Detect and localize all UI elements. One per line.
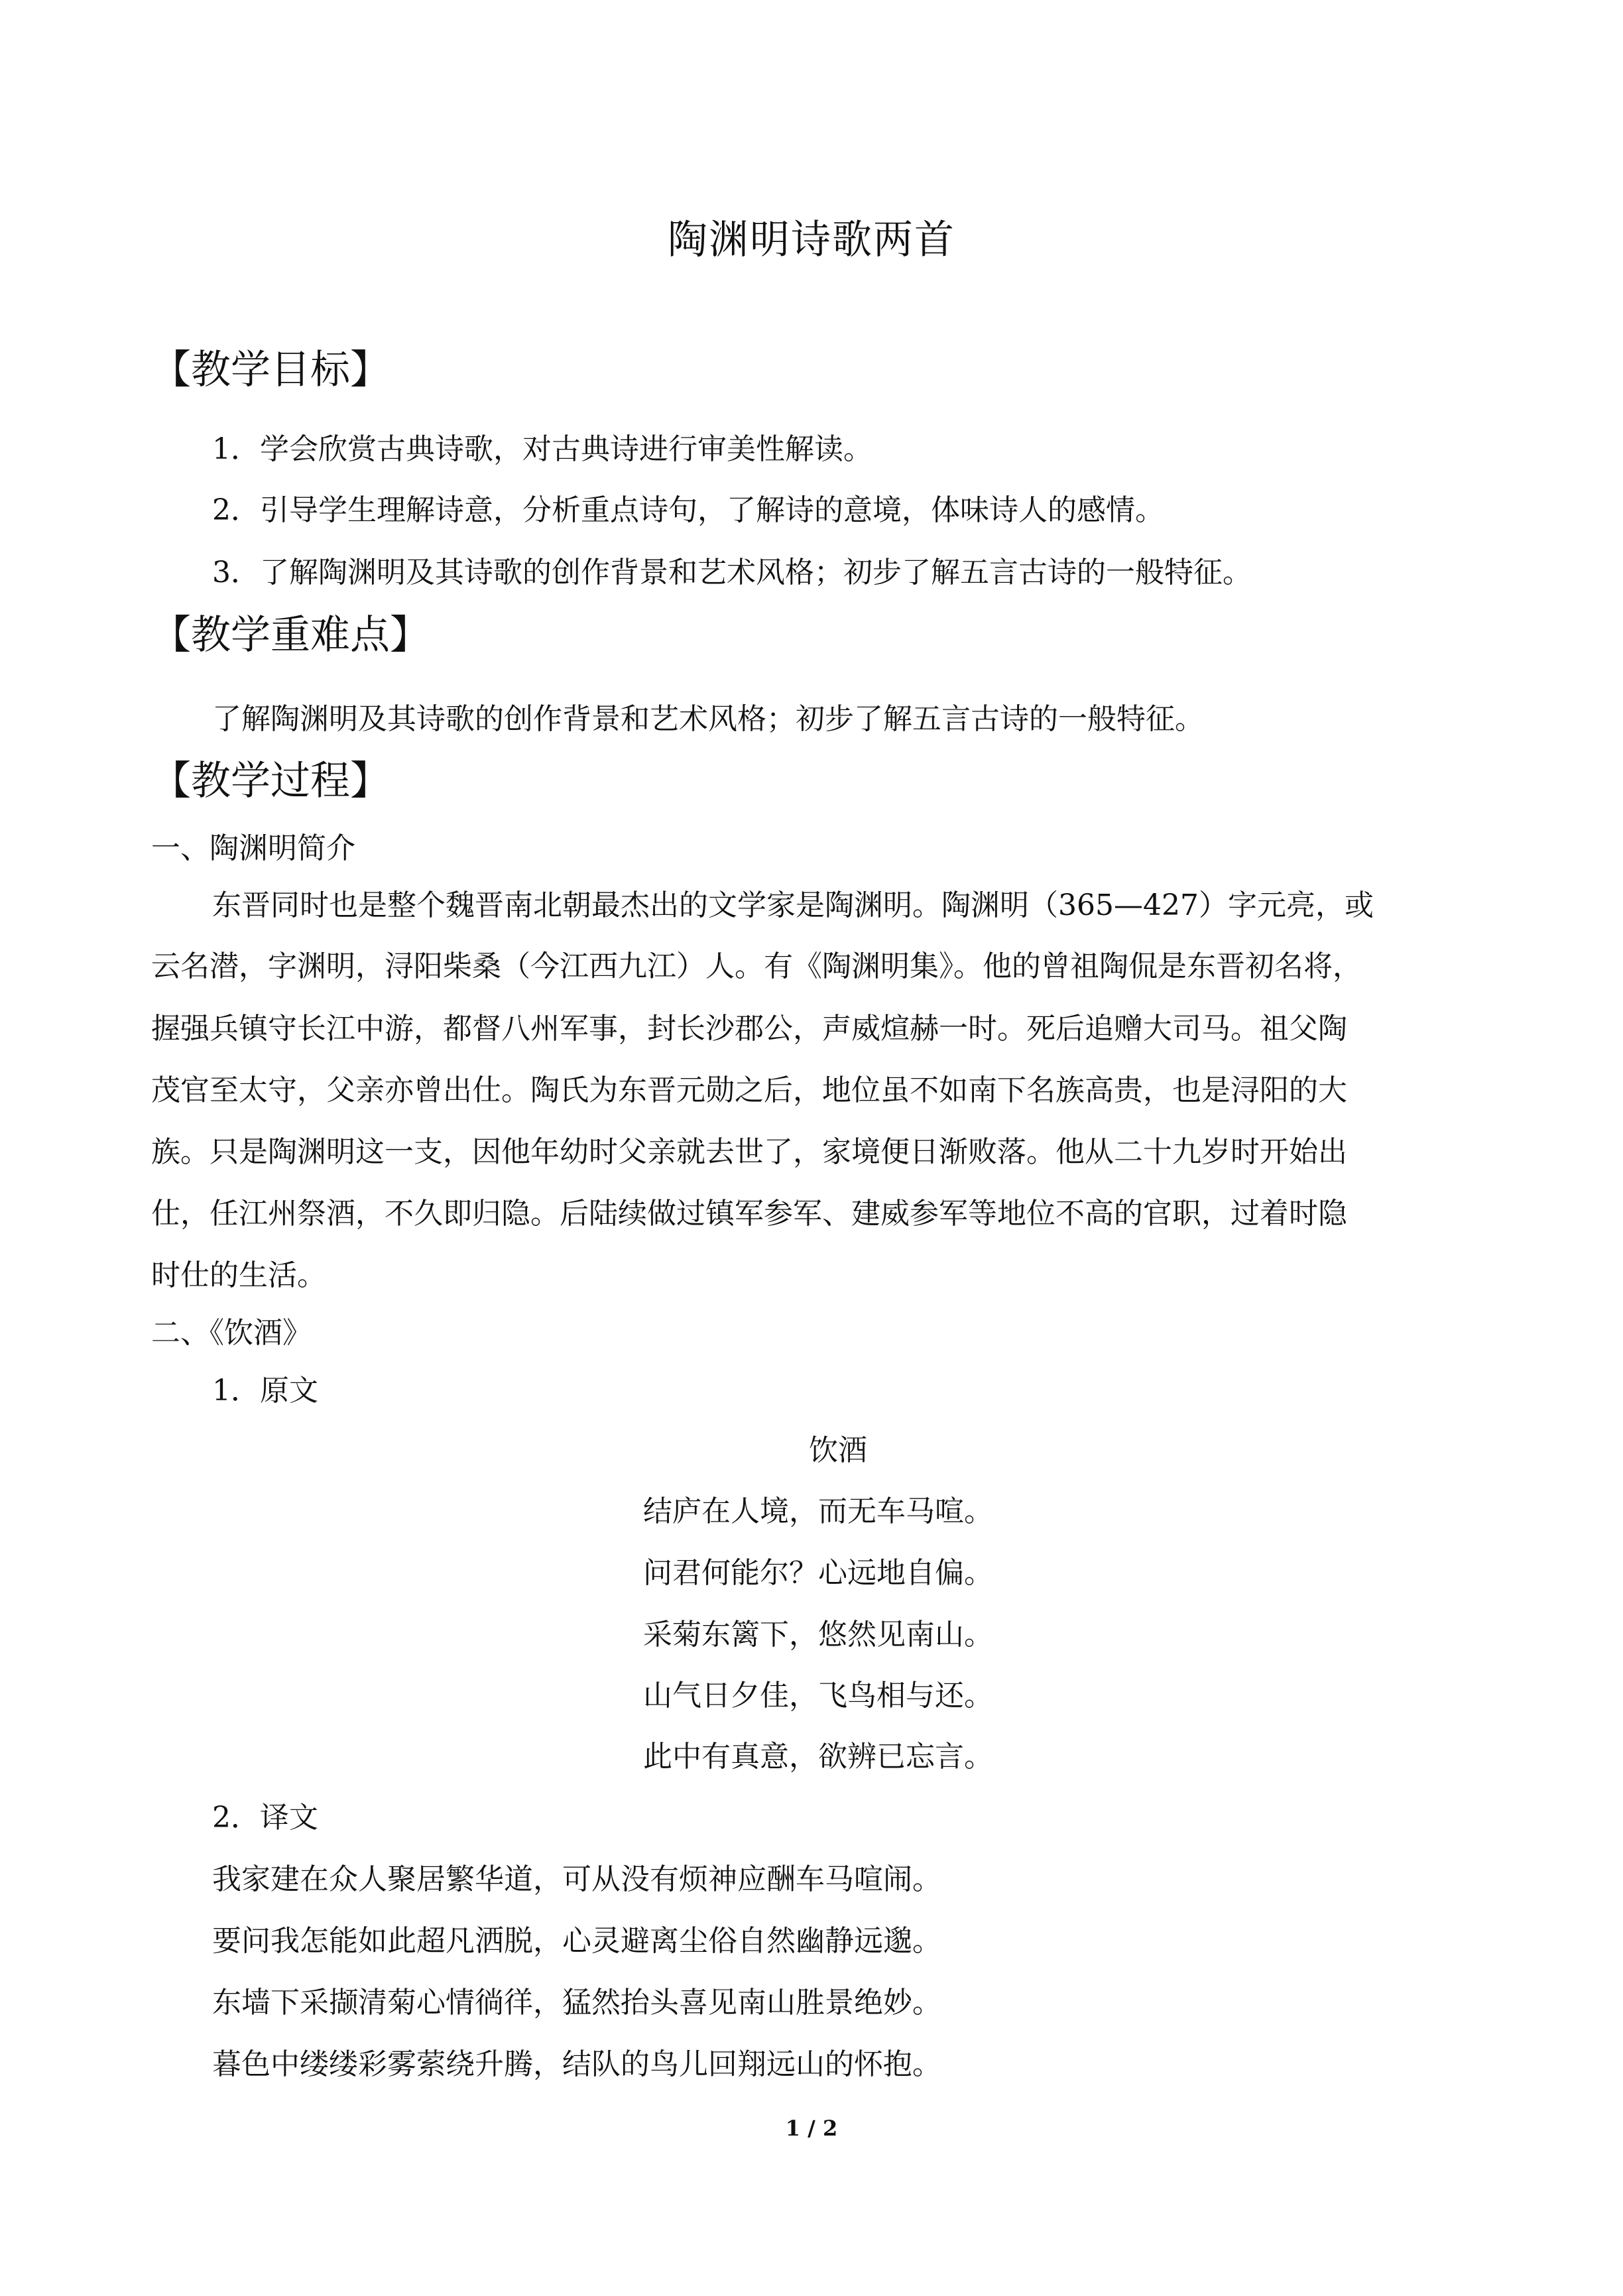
intro-paragraph-line: 时仕的生活。 [151, 1258, 326, 1292]
intro-paragraph-line: 仕，任江州祭酒，不久即归隐。后陆续做过镇军参军、建威参军等地位不高的官职，过着时隐 [151, 1197, 1347, 1231]
document-title: 陶渊明诗歌两首 [668, 217, 955, 263]
heading-teaching-process: 【教学过程】 [151, 758, 390, 804]
translation-line: 暮色中缕缕彩雾萦绕升腾，结队的鸟儿回翔远山的怀抱。 [212, 2047, 941, 2081]
poem-line: 山气日夕佳，飞鸟相与还。 [643, 1679, 993, 1713]
translation-label: 2．译文 [212, 1801, 318, 1835]
translation-line: 要问我怎能如此超凡洒脱，心灵避离尘俗自然幽静远邈。 [212, 1924, 941, 1958]
poem-line: 结庐在人境，而无车马喧。 [643, 1494, 993, 1528]
poem-line: 问君何能尔？心远地自偏。 [643, 1556, 993, 1590]
translation-line: 东墙下采撷清菊心情徜徉，猛然抬头喜见南山胜景绝妙。 [212, 1986, 941, 2020]
key-points-text: 了解陶渊明及其诗歌的创作背景和艺术风格；初步了解五言古诗的一般特征。 [212, 702, 1204, 736]
goal-item-2: 2．引导学生理解诗意，分析重点诗句，了解诗的意境，体味诗人的感情。 [212, 493, 1164, 527]
poem-title: 饮酒 [809, 1433, 867, 1467]
intro-paragraph-line: 族。只是陶渊明这一支，因他年幼时父亲就去世了，家境便日渐败落。他从二十九岁时开始出 [151, 1135, 1347, 1169]
intro-paragraph-line: 东晋同时也是整个魏晋南北朝最杰出的文学家是陶渊明。陶渊明（365—427）字元亮，或 [212, 888, 1374, 922]
page-indicator: 1 / 2 [785, 2116, 838, 2141]
goal-item-3: 3．了解陶渊明及其诗歌的创作背景和艺术风格；初步了解五言古诗的一般特征。 [212, 556, 1252, 589]
original-text-label: 1．原文 [212, 1374, 318, 1408]
intro-paragraph-line: 茂官至太守，父亲亦曾出仕。陶氏为东晋元勋之后，地位虽不如南下名族高贵，也是浔阳的大 [151, 1073, 1347, 1107]
intro-paragraph-line: 握强兵镇守长江中游，都督八州军事，封长沙郡公，声威煊赫一时。死后追赠大司马。祖父陶 [151, 1012, 1347, 1046]
heading-key-points: 【教学重难点】 [151, 612, 430, 658]
section-heading-intro: 一、陶渊明简介 [151, 831, 355, 865]
section-heading-drinking: 二、《饮酒》 [151, 1316, 312, 1350]
translation-line: 我家建在众人聚居繁华道，可从没有烦神应酬车马喧闹。 [212, 1862, 941, 1896]
poem-line: 此中有真意，欲辨已忘言。 [643, 1740, 993, 1774]
heading-teaching-goals: 【教学目标】 [151, 347, 390, 393]
poem-line: 采菊东篱下，悠然见南山。 [643, 1618, 993, 1652]
goal-item-1: 1．学会欣赏古典诗歌，对古典诗进行审美性解读。 [212, 432, 872, 466]
intro-paragraph-line: 云名潜，字渊明，浔阳柴桑（今江西九江）人。有《陶渊明集》。他的曾祖陶侃是东晋初名将， [151, 949, 1362, 983]
